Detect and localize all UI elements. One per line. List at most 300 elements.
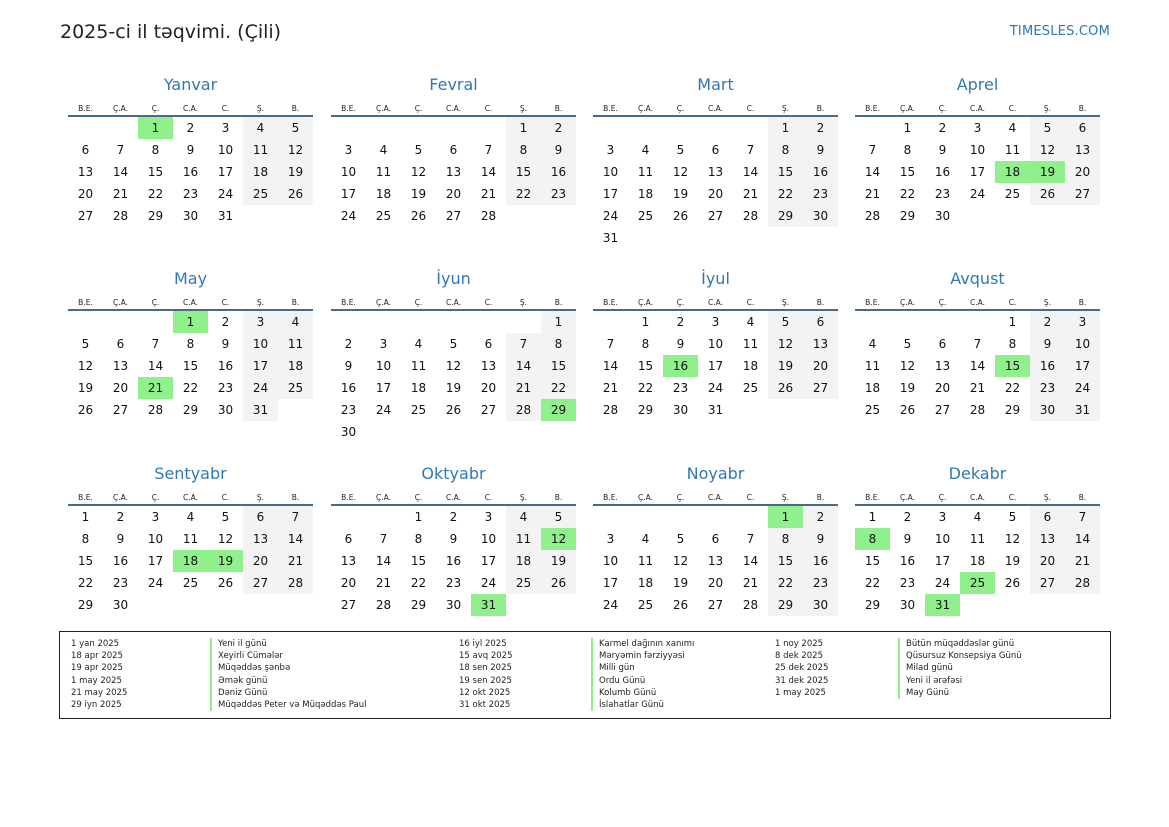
empty-cell bbox=[68, 311, 103, 333]
day-cell: 3 bbox=[344, 143, 353, 157]
empty-cell bbox=[103, 311, 138, 333]
day-cell: 3 bbox=[711, 315, 720, 329]
day-cell: 21 bbox=[742, 187, 759, 201]
day-cell: 1 bbox=[81, 510, 90, 524]
day-cell: 20 bbox=[803, 355, 838, 377]
empty-cell bbox=[698, 506, 733, 528]
empty-cell bbox=[628, 506, 663, 528]
empty-cell bbox=[593, 117, 628, 139]
day-cell: 6 bbox=[449, 143, 458, 157]
day-cell: 4 bbox=[641, 143, 650, 157]
holiday-day: 12 bbox=[541, 528, 576, 550]
empty-cell bbox=[471, 311, 506, 333]
day-cell: 24 bbox=[480, 576, 497, 590]
month-calendar bbox=[593, 73, 838, 249]
legend-holiday-name: Dəniz Günü bbox=[210, 687, 366, 699]
day-cell: 21 bbox=[864, 187, 881, 201]
weekday-label: B.E. bbox=[78, 298, 93, 307]
day-cell: 29 bbox=[768, 205, 803, 227]
days-grid bbox=[593, 117, 838, 249]
weekday-label: C. bbox=[484, 104, 493, 113]
month-name: Fevral bbox=[429, 75, 478, 94]
day-cell: 5 bbox=[903, 337, 912, 351]
day-cell: 28 bbox=[742, 598, 759, 612]
day-cell: 30 bbox=[182, 209, 199, 223]
day-cell: 16 bbox=[803, 161, 838, 183]
holiday-day: 25 bbox=[960, 572, 995, 594]
legend-holiday-name: Qüsursuz Konsepsiya Günü bbox=[898, 650, 1022, 662]
day-cell: 10 bbox=[147, 532, 164, 546]
day-cell: 14 bbox=[147, 359, 164, 373]
day-cell: 22 bbox=[1004, 381, 1021, 395]
weekday-label: C. bbox=[221, 298, 230, 307]
day-cell: 17 bbox=[480, 554, 497, 568]
day-cell: 29 bbox=[410, 598, 427, 612]
day-cell: 24 bbox=[934, 576, 951, 590]
month-calendar bbox=[68, 267, 313, 421]
legend-holiday-name: Milad günü bbox=[898, 662, 1022, 674]
legend-holiday-name: Yeni il ərəfəsi bbox=[898, 675, 1022, 687]
day-cell: 20 bbox=[112, 381, 129, 395]
legend-holiday-name: Milli gün bbox=[591, 662, 694, 674]
weekday-label: Ç.A. bbox=[899, 104, 915, 113]
day-cell: 13 bbox=[243, 528, 278, 550]
empty-cell bbox=[698, 117, 733, 139]
day-cell: 31 bbox=[217, 209, 234, 223]
day-cell: 15 bbox=[541, 355, 576, 377]
day-cell: 10 bbox=[602, 554, 619, 568]
day-cell: 12 bbox=[217, 532, 234, 546]
day-cell: 10 bbox=[934, 532, 951, 546]
weekday-header bbox=[331, 486, 576, 506]
day-cell: 27 bbox=[803, 377, 838, 399]
days-grid bbox=[855, 506, 1100, 616]
empty-cell bbox=[471, 117, 506, 139]
weekday-label: Ç.A. bbox=[375, 298, 391, 307]
day-cell: 15 bbox=[77, 554, 94, 568]
holiday-day: 1 bbox=[768, 506, 803, 528]
month-name: Sentyabr bbox=[154, 464, 227, 483]
weekday-label: Ç.A. bbox=[375, 493, 391, 502]
day-cell: 12 bbox=[410, 165, 427, 179]
day-cell: 2 bbox=[803, 117, 838, 139]
day-cell: 13 bbox=[707, 165, 724, 179]
day-cell: 27 bbox=[445, 209, 462, 223]
day-cell: 21 bbox=[602, 381, 619, 395]
weekday-label: B. bbox=[1078, 104, 1087, 113]
weekday-label: C. bbox=[484, 493, 493, 502]
day-cell: 26 bbox=[672, 209, 689, 223]
day-cell: 21 bbox=[375, 576, 392, 590]
month-name: Avqust bbox=[950, 269, 1005, 288]
day-cell: 3 bbox=[379, 337, 388, 351]
day-cell: 28 bbox=[506, 399, 541, 421]
day-cell: 25 bbox=[410, 403, 427, 417]
day-cell: 4 bbox=[379, 143, 388, 157]
day-cell: 31 bbox=[707, 403, 724, 417]
legend-name-column bbox=[591, 638, 694, 711]
day-cell: 28 bbox=[147, 403, 164, 417]
day-cell: 18 bbox=[637, 576, 654, 590]
empty-cell bbox=[733, 506, 768, 528]
day-cell: 13 bbox=[934, 359, 951, 373]
day-cell: 6 bbox=[344, 532, 353, 546]
site-link[interactable]: TIMESLES.COM bbox=[1009, 24, 1110, 39]
weekday-label: C. bbox=[1008, 104, 1017, 113]
day-cell: 19 bbox=[672, 576, 689, 590]
empty-cell bbox=[366, 506, 401, 528]
weekday-label: Ş. bbox=[781, 104, 790, 113]
day-cell: 27 bbox=[707, 209, 724, 223]
day-cell: 22 bbox=[899, 187, 916, 201]
month-name: Aprel bbox=[956, 75, 999, 94]
day-cell: 16 bbox=[803, 550, 838, 572]
day-cell: 9 bbox=[449, 532, 458, 546]
day-cell: 12 bbox=[278, 139, 313, 161]
day-cell: 23 bbox=[182, 187, 199, 201]
weekday-label: Ş. bbox=[1043, 298, 1052, 307]
legend-date: 31 okt 2025 bbox=[459, 699, 511, 710]
day-cell: 14 bbox=[742, 165, 759, 179]
day-cell: 30 bbox=[445, 598, 462, 612]
day-cell: 12 bbox=[77, 359, 94, 373]
holiday-day: 31 bbox=[471, 594, 506, 616]
weekday-label: Ş. bbox=[519, 493, 528, 502]
day-cell: 4 bbox=[506, 506, 541, 528]
day-cell: 11 bbox=[410, 359, 427, 373]
day-cell: 26 bbox=[445, 403, 462, 417]
legend-date-column bbox=[71, 638, 127, 711]
day-cell: 26 bbox=[278, 183, 313, 205]
day-cell: 9 bbox=[903, 532, 912, 546]
day-cell: 26 bbox=[541, 572, 576, 594]
day-cell: 3 bbox=[973, 121, 982, 135]
weekday-label: B. bbox=[816, 104, 825, 113]
day-cell: 29 bbox=[147, 209, 164, 223]
day-cell: 22 bbox=[768, 183, 803, 205]
day-cell: 28 bbox=[480, 209, 497, 223]
weekday-label: C. bbox=[221, 104, 230, 113]
empty-cell bbox=[331, 117, 366, 139]
day-cell: 31 bbox=[1065, 399, 1100, 421]
holiday-day: 31 bbox=[925, 594, 960, 616]
day-cell: 14 bbox=[864, 165, 881, 179]
legend-date: 1 yan 2025 bbox=[71, 639, 120, 649]
holiday-day: 19 bbox=[1030, 161, 1065, 183]
legend-holiday-name: İslahatlar Günü bbox=[591, 699, 694, 711]
legend-holiday-name: Əmək günü bbox=[210, 675, 366, 687]
day-cell: 24 bbox=[602, 209, 619, 223]
month-name: Mart bbox=[697, 75, 734, 94]
empty-cell bbox=[925, 311, 960, 333]
weekday-label: Ç.A. bbox=[375, 104, 391, 113]
day-cell: 2 bbox=[186, 121, 195, 135]
holiday-day: 18 bbox=[995, 161, 1030, 183]
day-cell: 24 bbox=[1065, 377, 1100, 399]
day-cell: 2 bbox=[116, 510, 125, 524]
day-cell: 8 bbox=[506, 139, 541, 161]
day-cell: 4 bbox=[641, 532, 650, 546]
day-cell: 8 bbox=[903, 143, 912, 157]
day-cell: 4 bbox=[243, 117, 278, 139]
legend-date: 18 apr 2025 bbox=[71, 651, 123, 662]
day-cell: 23 bbox=[541, 183, 576, 205]
weekday-header bbox=[68, 486, 313, 506]
day-cell: 4 bbox=[278, 311, 313, 333]
day-cell: 20 bbox=[340, 576, 357, 590]
weekday-label: C.A. bbox=[969, 104, 985, 113]
weekday-label: C.A. bbox=[707, 298, 723, 307]
day-cell: 15 bbox=[768, 550, 803, 572]
legend-date: 19 sen 2025 bbox=[459, 675, 512, 686]
day-cell: 16 bbox=[340, 381, 357, 395]
day-cell: 9 bbox=[676, 337, 685, 351]
month-name: May bbox=[173, 269, 208, 288]
weekday-label: B. bbox=[816, 493, 825, 502]
weekday-label: C. bbox=[746, 104, 755, 113]
day-cell: 5 bbox=[676, 143, 685, 157]
day-cell: 27 bbox=[340, 598, 357, 612]
day-cell: 19 bbox=[899, 381, 916, 395]
weekday-label: Ş. bbox=[256, 104, 265, 113]
weekday-label: B.E. bbox=[603, 104, 618, 113]
day-cell: 23 bbox=[672, 381, 689, 395]
day-cell: 1 bbox=[641, 315, 650, 329]
day-cell: 16 bbox=[182, 165, 199, 179]
weekday-label: Ç. bbox=[151, 104, 160, 113]
weekday-label: B. bbox=[291, 104, 300, 113]
day-cell: 6 bbox=[938, 337, 947, 351]
weekday-label: Ç. bbox=[938, 298, 947, 307]
day-cell: 16 bbox=[899, 554, 916, 568]
day-cell: 13 bbox=[707, 554, 724, 568]
day-cell: 18 bbox=[375, 187, 392, 201]
day-cell: 20 bbox=[1030, 550, 1065, 572]
holiday-day: 1 bbox=[138, 117, 173, 139]
day-cell: 21 bbox=[1065, 550, 1100, 572]
empty-cell bbox=[138, 311, 173, 333]
days-grid bbox=[68, 506, 313, 616]
empty-cell bbox=[331, 311, 366, 333]
weekday-label: B. bbox=[816, 298, 825, 307]
day-cell: 29 bbox=[637, 403, 654, 417]
day-cell: 1 bbox=[541, 311, 576, 333]
days-grid bbox=[331, 311, 576, 443]
month-calendar bbox=[331, 267, 576, 443]
weekday-header bbox=[855, 291, 1100, 311]
holiday-day: 15 bbox=[995, 355, 1030, 377]
month-calendar bbox=[331, 73, 576, 227]
day-cell: 19 bbox=[768, 355, 803, 377]
weekday-label: Ç.A. bbox=[899, 493, 915, 502]
day-cell: 16 bbox=[445, 554, 462, 568]
day-cell: 7 bbox=[973, 337, 982, 351]
day-cell: 22 bbox=[147, 187, 164, 201]
day-cell: 30 bbox=[340, 425, 357, 439]
weekday-header bbox=[331, 97, 576, 117]
day-cell: 9 bbox=[1030, 333, 1065, 355]
weekday-label: Ş. bbox=[1043, 493, 1052, 502]
legend-name-column bbox=[898, 638, 1022, 699]
weekday-header bbox=[593, 486, 838, 506]
weekday-label: Ş. bbox=[781, 493, 790, 502]
empty-cell bbox=[436, 117, 471, 139]
day-cell: 27 bbox=[243, 572, 278, 594]
day-cell: 11 bbox=[278, 333, 313, 355]
day-cell: 11 bbox=[375, 165, 392, 179]
day-cell: 2 bbox=[938, 121, 947, 135]
day-cell: 21 bbox=[506, 377, 541, 399]
holiday-day: 18 bbox=[173, 550, 208, 572]
weekday-label: B.E. bbox=[341, 493, 356, 502]
day-cell: 1 bbox=[1008, 315, 1017, 329]
weekday-label: C.A. bbox=[445, 298, 461, 307]
day-cell: 28 bbox=[742, 209, 759, 223]
weekday-label: Ş. bbox=[1043, 104, 1052, 113]
day-cell: 13 bbox=[803, 333, 838, 355]
day-cell: 12 bbox=[899, 359, 916, 373]
legend-date: 12 okt 2025 bbox=[459, 687, 511, 698]
day-cell: 24 bbox=[147, 576, 164, 590]
day-cell: 19 bbox=[278, 161, 313, 183]
day-cell: 19 bbox=[445, 381, 462, 395]
day-cell: 24 bbox=[707, 381, 724, 395]
day-cell: 17 bbox=[340, 187, 357, 201]
day-cell: 2 bbox=[221, 315, 230, 329]
day-cell: 17 bbox=[1065, 355, 1100, 377]
empty-cell bbox=[366, 311, 401, 333]
day-cell: 12 bbox=[445, 359, 462, 373]
day-cell: 22 bbox=[506, 183, 541, 205]
legend-date: 16 iyl 2025 bbox=[459, 639, 507, 649]
day-cell: 3 bbox=[151, 510, 160, 524]
day-cell: 14 bbox=[1065, 528, 1100, 550]
day-cell: 7 bbox=[116, 143, 125, 157]
day-cell: 22 bbox=[182, 381, 199, 395]
day-cell: 21 bbox=[112, 187, 129, 201]
weekday-header bbox=[593, 291, 838, 311]
day-cell: 3 bbox=[221, 121, 230, 135]
weekday-label: Ç. bbox=[151, 493, 160, 502]
weekday-header bbox=[855, 486, 1100, 506]
day-cell: 19 bbox=[672, 187, 689, 201]
day-cell: 7 bbox=[1065, 506, 1100, 528]
day-cell: 28 bbox=[969, 403, 986, 417]
days-grid bbox=[593, 311, 838, 421]
day-cell: 9 bbox=[803, 139, 838, 161]
day-cell: 11 bbox=[243, 139, 278, 161]
weekday-label: Ç. bbox=[676, 104, 685, 113]
weekday-label: Ç. bbox=[414, 298, 423, 307]
weekday-header bbox=[331, 291, 576, 311]
day-cell: 6 bbox=[803, 311, 838, 333]
day-cell: 23 bbox=[445, 576, 462, 590]
day-cell: 16 bbox=[217, 359, 234, 373]
weekday-label: B. bbox=[554, 493, 563, 502]
legend-holiday-name: Məryəmin fərziyyəsi bbox=[591, 650, 694, 662]
day-cell: 5 bbox=[81, 337, 90, 351]
weekday-label: Ş. bbox=[519, 298, 528, 307]
legend-date: 31 dek 2025 bbox=[775, 675, 829, 686]
legend-holiday-name: May Günü bbox=[898, 687, 1022, 699]
legend-date: 18 sen 2025 bbox=[459, 663, 512, 674]
empty-cell bbox=[68, 117, 103, 139]
weekday-label: Ç.A. bbox=[112, 298, 128, 307]
month-name: İyul bbox=[701, 269, 730, 288]
weekday-label: C. bbox=[746, 298, 755, 307]
weekday-label: B.E. bbox=[865, 298, 880, 307]
day-cell: 4 bbox=[868, 337, 877, 351]
day-cell: 10 bbox=[243, 333, 278, 355]
weekday-label: Ç. bbox=[676, 298, 685, 307]
day-cell: 15 bbox=[182, 359, 199, 373]
day-cell: 28 bbox=[375, 598, 392, 612]
month-calendar bbox=[855, 73, 1100, 227]
day-cell: 15 bbox=[147, 165, 164, 179]
day-cell: 15 bbox=[768, 161, 803, 183]
day-cell: 9 bbox=[186, 143, 195, 157]
day-cell: 21 bbox=[969, 381, 986, 395]
day-cell: 23 bbox=[1030, 377, 1065, 399]
day-cell: 4 bbox=[973, 510, 982, 524]
day-cell: 17 bbox=[707, 359, 724, 373]
days-grid bbox=[331, 506, 576, 616]
day-cell: 25 bbox=[637, 598, 654, 612]
day-cell: 10 bbox=[480, 532, 497, 546]
day-cell: 28 bbox=[864, 209, 881, 223]
day-cell: 7 bbox=[379, 532, 388, 546]
month-calendar bbox=[68, 462, 313, 616]
weekday-label: Ş. bbox=[256, 298, 265, 307]
day-cell: 23 bbox=[340, 403, 357, 417]
legend-holiday-name: Karmel dağının xanımı bbox=[591, 638, 694, 650]
weekday-label: B.E. bbox=[603, 298, 618, 307]
day-cell: 30 bbox=[217, 403, 234, 417]
day-cell: 24 bbox=[969, 187, 986, 201]
day-cell: 27 bbox=[112, 403, 129, 417]
day-cell: 16 bbox=[934, 165, 951, 179]
holiday-day: 16 bbox=[663, 355, 698, 377]
day-cell: 23 bbox=[803, 183, 838, 205]
day-cell: 17 bbox=[375, 381, 392, 395]
day-cell: 8 bbox=[414, 532, 423, 546]
day-cell: 25 bbox=[1004, 187, 1021, 201]
day-cell: 9 bbox=[541, 139, 576, 161]
day-cell: 1 bbox=[768, 117, 803, 139]
day-cell: 17 bbox=[147, 554, 164, 568]
weekday-label: C.A. bbox=[445, 493, 461, 502]
day-cell: 26 bbox=[77, 403, 94, 417]
weekday-label: Ç. bbox=[938, 493, 947, 502]
day-cell: 8 bbox=[768, 528, 803, 550]
empty-cell bbox=[855, 311, 890, 333]
day-cell: 25 bbox=[375, 209, 392, 223]
empty-cell bbox=[890, 311, 925, 333]
days-grid bbox=[331, 117, 576, 227]
day-cell: 20 bbox=[480, 381, 497, 395]
weekday-label: C. bbox=[1008, 493, 1017, 502]
day-cell: 9 bbox=[116, 532, 125, 546]
day-cell: 15 bbox=[637, 359, 654, 373]
day-cell: 16 bbox=[541, 161, 576, 183]
day-cell: 12 bbox=[672, 165, 689, 179]
day-cell: 8 bbox=[541, 333, 576, 355]
weekday-header bbox=[68, 97, 313, 117]
day-cell: 27 bbox=[77, 209, 94, 223]
empty-cell bbox=[366, 117, 401, 139]
day-cell: 7 bbox=[746, 143, 755, 157]
day-cell: 19 bbox=[410, 187, 427, 201]
